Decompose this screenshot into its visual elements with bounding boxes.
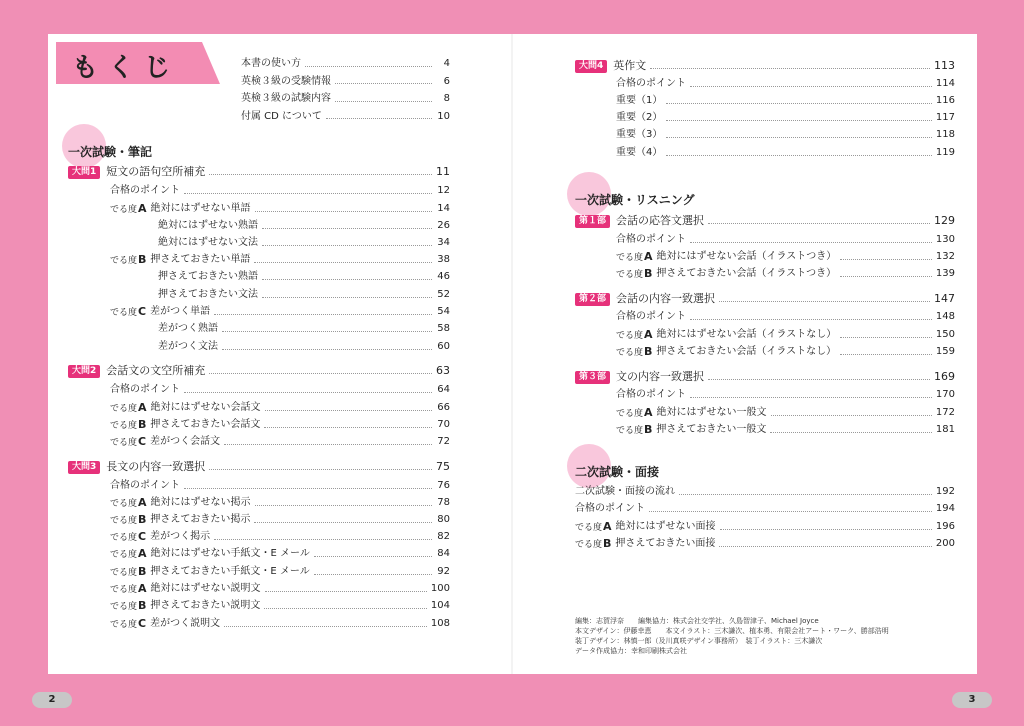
frequency-letter: B	[603, 536, 612, 550]
toc-entry-row	[616, 76, 955, 92]
toc-page-number: 196	[935, 521, 955, 532]
toc-entry-label: 英検３級の受験情報	[241, 75, 331, 87]
credit-line: 編集：志賀浮奈 編集協力：株式会社交学社、久島智津子、Michael Joyce	[575, 617, 819, 625]
frequency-tag-label: でる度	[110, 403, 138, 414]
frequency-letter: B	[138, 417, 147, 431]
question-badge: 大問2	[68, 365, 100, 378]
leader-dots	[666, 155, 932, 156]
frequency-letter: A	[138, 201, 147, 215]
toc-entry-row	[110, 382, 450, 398]
toc-page-number: 82	[437, 531, 450, 542]
toc-entry-row	[110, 478, 450, 494]
question-badge: 大問3	[68, 461, 100, 474]
toc-entry-label: 短文の語句空所補充	[106, 165, 206, 178]
leader-dots	[254, 522, 432, 523]
leader-dots	[224, 626, 427, 627]
toc-entry-label: 押さえておきたい掲示	[150, 514, 251, 525]
frequency-tag-label: でる度	[110, 515, 138, 526]
toc-entry-label: 文の内容一致選択	[616, 370, 705, 383]
toc-page-number: 64	[437, 384, 450, 395]
frequency-tag	[110, 546, 147, 563]
toc-entry-label: 英検３級の試験内容	[241, 93, 331, 104]
toc-section-row	[575, 369, 955, 385]
frequency-tag	[110, 304, 146, 321]
leader-dots	[222, 331, 432, 332]
frequency-tag-label: でる度	[575, 539, 603, 550]
leader-dots	[265, 410, 432, 411]
toc-entry-label: 押さえておきたい会話（イラストなし）	[656, 346, 837, 357]
leader-dots	[326, 118, 432, 119]
toc-entry-row	[110, 598, 450, 614]
toc-page-number: 119	[935, 147, 955, 158]
leader-dots	[690, 319, 932, 320]
toc-entry-row	[575, 484, 955, 500]
toc-page-number: 11	[436, 165, 450, 178]
toc-entry-label: 合格のポイント	[616, 234, 686, 245]
leader-dots	[209, 174, 432, 175]
toc-page-number: 104	[430, 600, 450, 611]
leader-dots	[209, 469, 432, 470]
leader-dots	[254, 262, 432, 263]
toc-entry-label: 絶対にはずせない会話文	[150, 402, 261, 413]
question-badge: 大問1	[68, 166, 100, 179]
toc-entry-row	[110, 434, 450, 450]
toc-entry-row	[110, 417, 450, 433]
leader-dots	[314, 574, 432, 575]
toc-entry-row	[616, 249, 955, 265]
frequency-tag	[616, 266, 652, 283]
toc-entry-label: 押さえておきたい熟語	[158, 271, 258, 282]
page-gutter	[511, 34, 513, 674]
frequency-tag	[110, 564, 146, 581]
frequency-letter: C	[138, 529, 147, 543]
frequency-letter: B	[644, 422, 653, 436]
toc-entry-label: 絶対にはずせない一般文	[656, 407, 767, 418]
toc-entry-row	[575, 501, 955, 517]
leader-dots	[840, 276, 932, 277]
frequency-tag	[616, 327, 653, 344]
toc-entry-label: 二次試験・面接の流れ	[575, 486, 675, 497]
toc-section-row	[575, 213, 955, 229]
leader-dots	[224, 444, 432, 445]
question-badge: 大問4	[575, 60, 607, 73]
leader-dots	[262, 245, 432, 246]
toc-entry-label: 絶対にはずせない会話（イラストなし）	[656, 329, 837, 340]
toc-entry-row	[110, 616, 450, 632]
leader-dots	[771, 415, 932, 416]
toc-page-number: 116	[935, 95, 955, 106]
toc-entry-row	[110, 400, 450, 416]
toc-entry-row	[616, 110, 955, 126]
section-title-interview: 二次試験・面接	[575, 465, 660, 479]
toc-entry-label: 押さえておきたい面接	[615, 538, 716, 549]
frequency-tag-label: でる度	[110, 204, 138, 215]
leader-dots	[719, 546, 932, 547]
toc-page-number: 38	[437, 254, 450, 265]
toc-entry-row	[110, 512, 450, 528]
leader-dots	[335, 83, 432, 84]
frequency-tag-label: でる度	[110, 437, 138, 448]
frequency-letter: A	[138, 581, 147, 595]
toc-entry-row	[110, 183, 450, 199]
credit-line: データ作成協力：幸和印刷株式会社	[575, 647, 687, 655]
toc-page-number: 114	[935, 78, 955, 89]
toc-entry-label: 押さえておきたい一般文	[656, 424, 767, 435]
leader-dots	[649, 511, 932, 512]
toc-page-number: 6	[443, 75, 450, 87]
toc-entry-row	[616, 93, 955, 109]
toc-entry-label: 絶対にはずせない説明文	[150, 583, 261, 594]
toc-page-number: 194	[935, 503, 955, 514]
toc-entry-label: 差がつく掲示	[150, 531, 211, 542]
toc-page-number: 52	[437, 289, 450, 300]
frequency-tag	[110, 598, 146, 615]
toc-entry-label: 合格のポイント	[616, 389, 686, 400]
credits	[575, 616, 889, 656]
leader-dots	[184, 193, 432, 194]
credit-line: 装丁デザイン：林慎一郎（及川真咲デザイン事務所） 装丁イラスト：三木謙次	[575, 637, 823, 645]
leader-dots	[720, 529, 932, 530]
toc-page-number: 113	[934, 59, 955, 72]
toc-page-number: 118	[935, 129, 955, 140]
leader-dots	[305, 66, 432, 67]
frequency-tag-label: でる度	[110, 584, 138, 595]
toc-entry-row	[158, 287, 450, 303]
toc-entry-row	[241, 74, 450, 90]
frequency-tag	[110, 434, 146, 451]
toc-page-number: 139	[935, 268, 955, 279]
toc-entry-label: 重要（4）	[616, 147, 663, 158]
frequency-tag	[616, 344, 652, 361]
toc-entry-label: 押さえておきたい会話文	[150, 419, 261, 430]
toc-entry-label: 押さえておきたい説明文	[150, 600, 261, 611]
toc-page-number: 129	[934, 214, 955, 227]
toc-entry-row	[158, 269, 450, 285]
frequency-letter: B	[644, 266, 653, 280]
toc-entry-row	[616, 344, 955, 360]
toc-page-number: 170	[935, 389, 955, 400]
frequency-tag	[616, 422, 652, 439]
frequency-tag	[110, 616, 146, 633]
toc-page-number: 78	[437, 497, 450, 508]
toc-entry-label: 合格のポイント	[575, 503, 645, 514]
page-title: もくじ	[72, 53, 181, 83]
frequency-letter: A	[138, 495, 147, 509]
leader-dots	[255, 211, 432, 212]
leader-dots	[666, 103, 932, 104]
toc-entry-row	[110, 529, 450, 545]
leader-dots	[679, 494, 932, 495]
toc-section-row	[68, 459, 450, 475]
toc-page-number: 172	[935, 407, 955, 418]
toc-entry-row	[616, 145, 955, 161]
frequency-tag-label: でる度	[575, 522, 603, 533]
toc-section-row	[575, 291, 955, 307]
toc-page-number: 54	[437, 306, 450, 317]
toc-entry-label: 差がつく単語	[150, 306, 211, 317]
toc-section-row	[575, 58, 955, 74]
leader-dots	[262, 297, 432, 298]
section-title-writing: 一次試験・筆記	[68, 145, 153, 159]
question-badge: 第３部	[575, 371, 610, 384]
frequency-tag-label: でる度	[110, 420, 138, 431]
toc-entry-row	[158, 235, 450, 251]
toc-entry-row	[158, 321, 450, 337]
toc-entry-row	[110, 495, 450, 511]
toc-page-number: 148	[935, 311, 955, 322]
toc-entry-row	[241, 91, 450, 107]
page-number-left: 2	[32, 692, 72, 708]
frequency-tag-label: でる度	[110, 619, 138, 630]
frequency-tag	[110, 529, 146, 546]
toc-entry-label: 付属 CD について	[241, 110, 322, 122]
toc-entry-label: 差がつく文法	[158, 341, 218, 352]
toc-page-number: 80	[437, 514, 450, 525]
toc-page-number: 150	[935, 329, 955, 340]
toc-entry-label: 重要（1）	[616, 95, 663, 106]
frequency-tag	[575, 519, 612, 536]
frequency-tag-label: でる度	[110, 549, 138, 560]
leader-dots	[708, 223, 930, 224]
toc-entry-label: 絶対にはずせない掲示	[150, 497, 251, 508]
frequency-tag-label: でる度	[616, 252, 644, 263]
toc-section-row	[68, 363, 450, 379]
toc-entry-label: 絶対にはずせない会話（イラストつき）	[656, 251, 837, 262]
toc-page-number: 192	[935, 486, 955, 497]
leader-dots	[209, 373, 432, 374]
frequency-tag-label: でる度	[110, 567, 138, 578]
leader-dots	[262, 279, 432, 280]
toc-page-number: 84	[437, 548, 450, 559]
leader-dots	[184, 392, 432, 393]
toc-page-number: 46	[437, 271, 450, 282]
toc-page-number: 100	[430, 583, 450, 594]
toc-entry-label: 合格のポイント	[110, 480, 180, 491]
toc-page-number: 72	[437, 436, 450, 447]
leader-dots	[262, 228, 432, 229]
toc-page-number: 132	[935, 251, 955, 262]
toc-page-number: 63	[436, 364, 450, 377]
toc-entry-row	[158, 218, 450, 234]
leader-dots	[666, 137, 932, 138]
toc-page-number: 76	[437, 480, 450, 491]
toc-entry-label: 絶対にはずせない面接	[615, 521, 716, 532]
toc-entry-row	[110, 564, 450, 580]
leader-dots	[650, 68, 930, 69]
leader-dots	[222, 349, 432, 350]
frequency-tag-label: でる度	[110, 498, 138, 509]
toc-entry-label: 絶対にはずせない手紙文・E メール	[150, 548, 310, 559]
toc-page-number: 26	[437, 220, 450, 231]
frequency-letter: B	[138, 252, 147, 266]
frequency-letter: C	[138, 304, 147, 318]
toc-page-number: 117	[935, 112, 955, 123]
section-title-listening: 一次試験・リスニング	[575, 193, 695, 207]
toc-entry-label: 合格のポイント	[616, 311, 686, 322]
toc-entry-label: 絶対にはずせない単語	[150, 203, 251, 214]
toc-section-row	[68, 164, 450, 180]
leader-dots	[708, 379, 930, 380]
frequency-tag	[110, 201, 147, 218]
toc-entry-label: 押さえておきたい単語	[150, 254, 251, 265]
frequency-letter: A	[138, 546, 147, 560]
frequency-letter: C	[138, 616, 147, 630]
toc-entry-label: 押さえておきたい手紙文・E メール	[150, 566, 310, 577]
leader-dots	[184, 488, 432, 489]
frequency-tag-label: でる度	[110, 601, 138, 612]
toc-entry-row	[575, 519, 955, 535]
leader-dots	[255, 505, 432, 506]
frequency-tag-label: でる度	[110, 255, 138, 266]
toc-entry-row	[158, 339, 450, 355]
page-number-right: 3	[952, 692, 992, 708]
frequency-letter: B	[138, 512, 147, 526]
toc-page-number: 66	[437, 402, 450, 413]
toc-entry-label: 差がつく会話文	[150, 436, 221, 447]
frequency-tag	[110, 495, 147, 512]
frequency-letter: A	[644, 327, 653, 341]
toc-entry-row	[241, 109, 450, 125]
frequency-tag	[575, 536, 611, 553]
toc-page-number: 108	[430, 618, 450, 629]
toc-entry-row	[616, 127, 955, 143]
frequency-letter: A	[644, 249, 653, 263]
frequency-tag	[110, 400, 147, 417]
toc-entry-label: 長文の内容一致選択	[106, 460, 206, 473]
frequency-tag-label: でる度	[110, 307, 138, 318]
toc-page-number: 159	[935, 346, 955, 357]
frequency-tag-label: でる度	[616, 425, 644, 436]
frequency-tag	[110, 581, 147, 598]
leader-dots	[690, 86, 932, 87]
leader-dots	[690, 242, 932, 243]
toc-entry-row	[616, 232, 955, 248]
toc-entry-row	[110, 546, 450, 562]
toc-page-number: 14	[437, 203, 450, 214]
leader-dots	[264, 427, 432, 428]
leader-dots	[840, 337, 932, 338]
toc-entry-label: 差がつく熟語	[158, 323, 218, 334]
frequency-letter: B	[138, 564, 147, 578]
toc-page-number: 147	[934, 292, 955, 305]
toc-entry-label: 差がつく説明文	[150, 618, 221, 629]
toc-entry-row	[110, 304, 450, 320]
toc-page-number: 58	[437, 323, 450, 334]
frequency-letter: B	[644, 344, 653, 358]
frequency-letter: A	[644, 405, 653, 419]
frequency-tag-label: でる度	[616, 330, 644, 341]
credit-line: 本文デザイン：伊藤幸恵 本文イラスト：三木謙次、植本勇、有限会社アート・ワーク、勝部浩明	[575, 627, 889, 635]
toc-entry-label: 重要（2）	[616, 112, 663, 123]
toc-entry-label: 合格のポイント	[616, 78, 686, 89]
leader-dots	[314, 556, 432, 557]
leader-dots	[214, 314, 432, 315]
toc-entry-row	[616, 327, 955, 343]
toc-page-number: 60	[437, 341, 450, 352]
leader-dots	[666, 120, 932, 121]
question-badge: 第２部	[575, 293, 610, 306]
frequency-tag	[616, 249, 653, 266]
toc-entry-row	[241, 56, 450, 72]
leader-dots	[335, 101, 432, 102]
frequency-letter: B	[138, 598, 147, 612]
leader-dots	[214, 539, 432, 540]
toc-entry-label: 英作文	[613, 59, 647, 72]
frequency-letter: C	[138, 434, 147, 448]
frequency-tag-label: でる度	[616, 269, 644, 280]
leader-dots	[690, 397, 932, 398]
toc-page-number: 75	[436, 460, 450, 473]
toc-entry-label: 重要（3）	[616, 129, 663, 140]
frequency-letter: A	[138, 400, 147, 414]
toc-page-number: 10	[437, 110, 450, 122]
toc-page-number: 169	[934, 370, 955, 383]
toc-entry-label: 会話の内容一致選択	[616, 292, 716, 305]
leader-dots	[719, 301, 930, 302]
toc-entry-row	[110, 201, 450, 217]
toc-page-number: 12	[437, 185, 450, 196]
toc-page-number: 200	[935, 538, 955, 549]
toc-entry-label: 本書の使い方	[241, 58, 301, 69]
toc-entry-row	[575, 536, 955, 552]
frequency-tag-label: でる度	[110, 532, 138, 543]
frequency-tag	[110, 417, 146, 434]
frequency-tag	[110, 512, 146, 529]
question-badge: 第１部	[575, 215, 610, 228]
toc-entry-row	[110, 581, 450, 597]
toc-entry-label: 合格のポイント	[110, 185, 180, 196]
toc-page-number: 130	[935, 234, 955, 245]
toc-page-number: 34	[437, 237, 450, 248]
toc-page-number: 4	[443, 58, 450, 69]
toc-entry-label: 会話の応答文選択	[616, 214, 705, 227]
leader-dots	[265, 591, 427, 592]
leader-dots	[264, 608, 427, 609]
toc-entry-row	[616, 405, 955, 421]
toc-entry-row	[616, 309, 955, 325]
frequency-tag-label: でる度	[616, 347, 644, 358]
leader-dots	[840, 259, 932, 260]
toc-entry-row	[616, 422, 955, 438]
frequency-tag	[616, 405, 653, 422]
toc-page-number: 181	[935, 424, 955, 435]
leader-dots	[770, 432, 932, 433]
frequency-letter: A	[603, 519, 612, 533]
toc-entry-label: 絶対にはずせない文法	[158, 237, 258, 248]
toc-entry-row	[616, 387, 955, 403]
toc-entry-label: 会話文の文空所補充	[106, 364, 206, 377]
title-tab	[56, 42, 202, 84]
toc-entry-label: 押さえておきたい会話（イラストつき）	[656, 268, 837, 279]
toc-page-number: 8	[443, 93, 450, 104]
toc-entry-row	[616, 266, 955, 282]
frequency-tag	[110, 252, 146, 269]
toc-entry-label: 合格のポイント	[110, 384, 180, 395]
toc-page-number: 92	[437, 566, 450, 577]
toc-entry-label: 押さえておきたい文法	[158, 289, 258, 300]
toc-entry-label: 絶対にはずせない熟語	[158, 220, 258, 231]
toc-entry-row	[110, 252, 450, 268]
leader-dots	[840, 354, 932, 355]
frequency-tag-label: でる度	[616, 408, 644, 419]
toc-page-number: 70	[437, 419, 450, 430]
